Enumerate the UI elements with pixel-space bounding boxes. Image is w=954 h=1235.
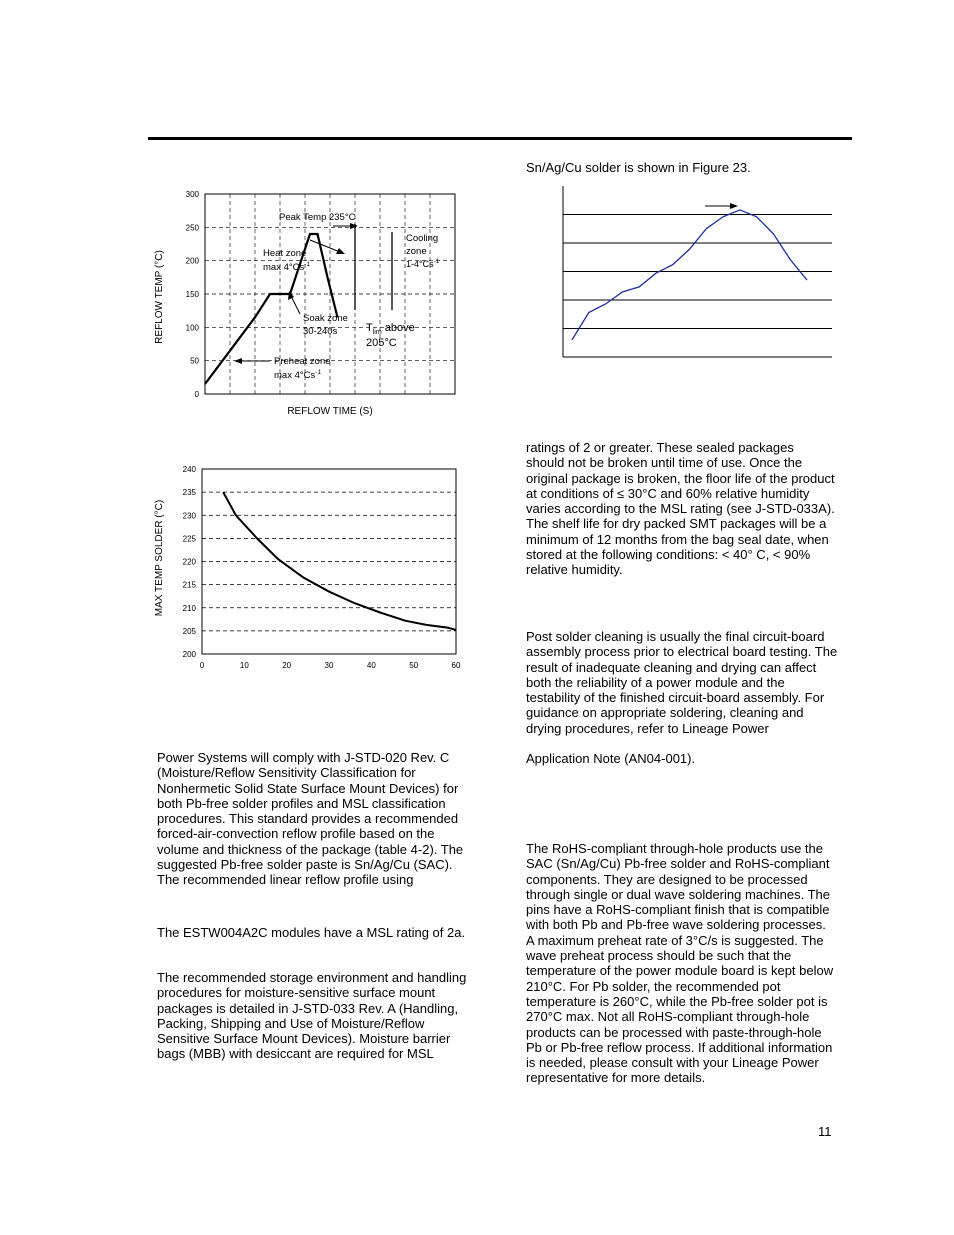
text-line: components. They are designed to be processed xyxy=(526,871,808,887)
left-paragraph-1 xyxy=(157,750,463,888)
text-line: packages is detailed in J-STD-033 Rev. A (Handling, xyxy=(157,1000,459,1016)
text-line: both the reliability of a power module and the xyxy=(526,674,785,690)
tlim-label: $T_{lim}$ above xyxy=(366,322,415,336)
chart-grid xyxy=(202,492,456,631)
y-tick-label: 100 xyxy=(185,323,199,333)
text-line: relative humidity. xyxy=(526,562,623,578)
text-line: representative for more details. xyxy=(526,1070,706,1086)
y-tick-labels xyxy=(186,190,200,399)
cooling-label-2: zone xyxy=(406,246,427,257)
max-temp-solder-chart xyxy=(150,462,470,677)
header-rule xyxy=(148,137,852,140)
x-tick-label: 60 xyxy=(451,661,461,670)
y-tick-label: 225 xyxy=(182,534,196,544)
text-line: ratings of 2 or greater. These sealed packages xyxy=(526,440,794,455)
text-line: pins have a RoHS-compliant finish that is compatible xyxy=(526,902,830,918)
y-tick-label: 235 xyxy=(182,488,196,498)
y-tick-label: 240 xyxy=(182,465,196,474)
y-tick-label: 200 xyxy=(185,256,199,266)
figure-reference-line: Sn/Ag/Cu solder is shown in Figure 23. xyxy=(526,160,751,175)
x-tick-label: 20 xyxy=(282,661,292,670)
text-line: drying procedures, refer to Lineage Power xyxy=(526,720,769,736)
text-line: result of inadequate cleaning and drying can affect xyxy=(526,659,817,675)
text-line: procedures. This standard provides a recommended xyxy=(157,811,459,827)
y-axis-label: REFLOW TEMP (°C) xyxy=(154,250,165,344)
text-line: (Moisture/Reflow Sensitivity Classification for xyxy=(157,765,416,781)
text-line: testability of the finished circuit-board assembly. For xyxy=(526,690,825,706)
y-tick-label: 230 xyxy=(182,511,196,521)
profile-series-line xyxy=(572,210,807,340)
right-paragraph-1 xyxy=(526,440,835,578)
text-line: Pb or Pb-free reflow process. If additional information xyxy=(526,1039,833,1055)
peak-arrow-head xyxy=(730,203,738,209)
preheat-arrow-head xyxy=(234,358,242,364)
x-tick-label: 40 xyxy=(366,661,376,670)
text-line: The recommended linear reflow profile using xyxy=(157,872,414,888)
y-tick-label: 50 xyxy=(190,356,199,366)
text-line: stored at the following conditions: < 40° C, < 90% xyxy=(526,547,811,563)
y-tick-label: 220 xyxy=(182,557,196,567)
text-line: assembly process prior to electrical board testing. The xyxy=(526,644,838,660)
text-line: wave preheat process should be such that the xyxy=(526,948,792,964)
left-paragraph-2 xyxy=(157,925,465,940)
text-line: temperature of the power module board is kept below xyxy=(526,963,834,979)
text-line: varies according to the MSL rating (see J-STD-033A). xyxy=(526,501,835,517)
right-paragraph-4 xyxy=(526,841,833,1086)
y-tick-label: 150 xyxy=(185,290,199,299)
preheat-zone-label: Preheat zone xyxy=(274,356,331,367)
cooling-rate-label: $1-4^\circ Cs^{-1}$ xyxy=(406,258,440,269)
text-line: at conditions of ≤ 30°C and 60% relative humidity xyxy=(526,485,810,501)
tlim-temp-label: 205°C xyxy=(366,337,397,349)
text-line: with both Pb and Pb-free wave soldering processes. xyxy=(526,917,826,933)
text-line: procedures for moisture-sensitive surface mount xyxy=(157,985,436,1001)
text-line: guidance on appropriate soldering, cleaning and xyxy=(526,705,804,721)
y-tick-labels xyxy=(183,465,197,659)
text-line: forced-air-convection reflow profile based on the xyxy=(157,826,435,842)
peak-label: Peak Temp 235°C xyxy=(279,212,356,223)
text-line: through single or dual wave soldering machines. The xyxy=(526,886,830,902)
peak-arrow-head xyxy=(350,223,358,229)
y-tick-label: 210 xyxy=(182,603,196,613)
text-line: temperature is 260°C, while the Pb-free solder pot is xyxy=(526,993,828,1009)
y-tick-label: 215 xyxy=(182,580,196,590)
text-line: The shelf life for dry packed SMT packages will be a xyxy=(526,516,827,532)
text-line: The ESTW004A2C modules have a MSL rating of 2a. xyxy=(157,925,466,940)
y-tick-label: 200 xyxy=(182,650,196,659)
y-tick-label: 205 xyxy=(182,626,196,636)
y-axis-label: MAX TEMP SOLDER (°C) xyxy=(154,499,165,617)
right-paragraph-3 xyxy=(526,751,695,766)
max-temp-series-line xyxy=(223,492,456,630)
y-tick-label: 250 xyxy=(185,223,199,233)
right-paragraph-2 xyxy=(526,629,837,736)
heat-zone-rate-label: $\max 4^\circ Cs^{-1}$ xyxy=(263,261,311,273)
text-line: SAC (Sn/Ag/Cu) Pb-free solder and RoHS-compliant xyxy=(526,856,830,872)
text-line: Nonhermetic Solid State Surface Mount Devices) for xyxy=(157,780,459,796)
page-number: 11 xyxy=(818,1124,832,1139)
reflow-profile-chart xyxy=(150,185,450,420)
chart-grid xyxy=(563,215,832,329)
text-line: volume and thickness of the package (table 4-2). The xyxy=(157,841,464,857)
text-line: The recommended storage environment and handling xyxy=(157,970,467,985)
x-axis-label: REFLOW TIME (S) xyxy=(287,406,373,417)
text-line: 270°C max. Not all RoHS-compliant through-hole xyxy=(526,1009,810,1025)
x-tick-label: 0 xyxy=(199,661,205,670)
text-line: suggested Pb-free solder paste is Sn/Ag/Cu (SAC). xyxy=(157,857,453,873)
y-tick-label: 0 xyxy=(194,390,199,399)
text-line: A maximum preheat rate of 3°C/s is suggested. The xyxy=(526,932,824,948)
y-tick-label: 300 xyxy=(185,190,199,199)
right-profile-chart xyxy=(560,183,835,360)
text-line: should not be broken until time of use. Once the xyxy=(526,455,803,471)
x-tick-label: 30 xyxy=(324,661,334,670)
text-line: is needed, please consult with your Lineage Power xyxy=(526,1055,819,1071)
text-line: Post solder cleaning is usually the final circuit-board xyxy=(526,629,825,644)
text-line: Application Note (AN04-001). xyxy=(526,751,696,766)
text-line: original package is broken, the floor life of the product xyxy=(526,470,835,486)
text-line: minimum of 12 months from the bag seal date, when xyxy=(526,531,829,547)
soak-zone-label: Soak zone xyxy=(303,313,348,324)
x-tick-labels xyxy=(200,661,461,670)
x-tick-label: 10 xyxy=(239,661,249,670)
cooling-label-1: Cooling xyxy=(406,233,439,244)
text-line: Packing, Shipping and Use of Moisture/Reflow xyxy=(157,1015,425,1031)
x-tick-label: 50 xyxy=(409,661,419,670)
heat-arrow xyxy=(310,240,340,252)
soak-arrow xyxy=(291,296,300,314)
text-line: The RoHS-compliant through-hole products use the xyxy=(526,841,823,856)
text-line: bags (MBB) with desiccant are required for MSL xyxy=(157,1046,434,1062)
text-line: Power Systems will comply with J-STD-020 Rev. C xyxy=(157,750,450,765)
text-line: both Pb-free solder profiles and MSL classification xyxy=(157,795,446,811)
text-line: products can be processed with paste-through-hole xyxy=(526,1024,822,1040)
left-paragraph-3 xyxy=(157,970,466,1062)
text-line: 210°C. For Pb solder, the recommended pot xyxy=(526,978,781,994)
soak-zone-time-label: 30-240s xyxy=(303,326,338,337)
heat-zone-label: Heat zone xyxy=(263,248,307,259)
preheat-zone-rate-label: $\max 4^\circ Cs^{-1}$ xyxy=(274,369,322,381)
text-line: Sensitive Surface Mount Devices). Moisture barrier xyxy=(157,1031,451,1047)
